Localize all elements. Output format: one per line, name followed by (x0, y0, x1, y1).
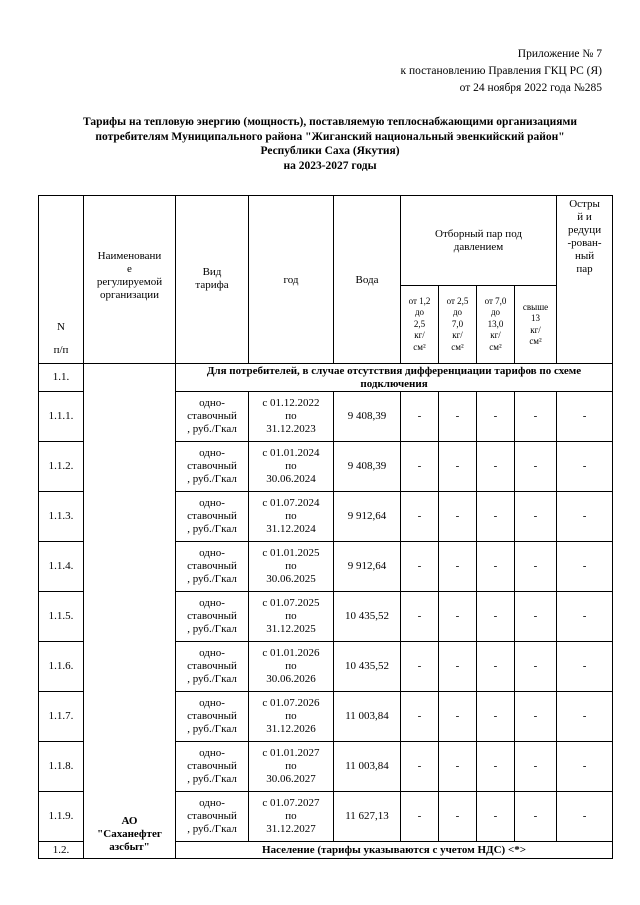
row-dash: - (401, 392, 439, 442)
row-dash: - (439, 492, 477, 542)
row-water-value: 11 003,84 (334, 742, 401, 792)
row-dash: - (557, 692, 613, 742)
row-dash: - (439, 542, 477, 592)
row-dash: - (477, 642, 515, 692)
row-dash: - (515, 492, 557, 542)
row-tariff-type: одно- ставочный , руб./Гкал (176, 742, 249, 792)
row-tariff-type: одно- ставочный , руб./Гкал (176, 442, 249, 492)
header-p1: от 1,2 до 2,5 кг/ см² (401, 286, 439, 364)
row-num: 1.1.4. (39, 542, 84, 592)
row-tariff-type: одно- ставочный , руб./Гкал (176, 692, 249, 742)
annex-block (401, 46, 603, 97)
row-dash: - (515, 592, 557, 642)
header-steam: Отборный пар под давлением (401, 196, 557, 286)
row-water-value: 10 435,52 (334, 592, 401, 642)
row-period: с 01.01.2025 по 30.06.2025 (249, 542, 334, 592)
section-title: Для потребителей, в случае отсутствия дифференциации тарифов по схеме подключения (176, 364, 613, 392)
title-line: на 2023-2027 годы (283, 159, 377, 172)
row-water-value: 9 912,64 (334, 542, 401, 592)
row-period: с 01.01.2027 по 30.06.2027 (249, 742, 334, 792)
row-dash: - (401, 692, 439, 742)
row-dash: - (515, 692, 557, 742)
row-water-value: 10 435,52 (334, 642, 401, 692)
row-dash: - (477, 492, 515, 542)
row-num: 1.1.2. (39, 442, 84, 492)
row-dash: - (439, 742, 477, 792)
row-period: с 01.01.2026 по 30.06.2026 (249, 642, 334, 692)
row-dash: - (477, 792, 515, 842)
row-water-value: 9 912,64 (334, 492, 401, 542)
row-dash: - (515, 542, 557, 592)
row-dash: - (515, 742, 557, 792)
title-line: потребителям Муниципального района "Жиганский национальный эвенкийский район" (95, 130, 565, 143)
header-org: Наименовани е регулируемой организации (84, 196, 176, 364)
row-dash: - (439, 592, 477, 642)
row-tariff-type: одно- ставочный , руб./Гкал (176, 492, 249, 542)
row-water-value: 11 627,13 (334, 792, 401, 842)
row-dash: - (557, 792, 613, 842)
row-dash: - (557, 542, 613, 592)
row-water-value: 9 408,39 (334, 392, 401, 442)
row-tariff-type: одно- ставочный , руб./Гкал (176, 642, 249, 692)
row-dash: - (477, 392, 515, 442)
row-dash: - (439, 392, 477, 442)
row-dash: - (477, 592, 515, 642)
row-dash: - (515, 392, 557, 442)
row-dash: - (557, 592, 613, 642)
row-dash: - (401, 442, 439, 492)
row-tariff-type: одно- ставочный , руб./Гкал (176, 392, 249, 442)
row-dash: - (515, 792, 557, 842)
row-dash: - (515, 642, 557, 692)
row-num: 1.1.9. (39, 792, 84, 842)
row-water-value: 11 003,84 (334, 692, 401, 742)
row-period: с 01.07.2027 по 31.12.2027 (249, 792, 334, 842)
header-p4: свыше 13 кг/ см² (515, 286, 557, 364)
row-period: с 01.01.2024 по 30.06.2024 (249, 442, 334, 492)
tariff-table (38, 195, 613, 859)
row-dash: - (557, 442, 613, 492)
row-dash: - (477, 442, 515, 492)
header-water: Вода (334, 196, 401, 364)
document-title (40, 115, 620, 173)
row-dash: - (401, 592, 439, 642)
row-period: с 01.12.2022 по 31.12.2023 (249, 392, 334, 442)
row-dash: - (515, 442, 557, 492)
annex-line: Приложение № 7 (517, 48, 602, 60)
title-line: Республики Саха (Якутия) (260, 145, 400, 158)
row-period: с 01.07.2024 по 31.12.2024 (249, 492, 334, 542)
header-sharp-steam: Остры й и редуци -рован- ный пар (557, 196, 613, 364)
row-dash: - (477, 742, 515, 792)
row-num: 1.1.5. (39, 592, 84, 642)
row-dash: - (401, 742, 439, 792)
row-dash: - (439, 792, 477, 842)
header-p2: от 2,5 до 7,0 кг/ см² (439, 286, 477, 364)
row-dash: - (557, 642, 613, 692)
row-dash: - (439, 442, 477, 492)
annex-line: от 24 ноября 2022 года №285 (459, 82, 602, 94)
row-dash: - (401, 542, 439, 592)
row-num: 1.1.7. (39, 692, 84, 742)
row-dash: - (401, 792, 439, 842)
row-num: 1.1.3. (39, 492, 84, 542)
title-line: Тарифы на тепловую энергию (мощность), поставляемую теплоснабжающими организациями (83, 116, 577, 128)
row-period: с 01.07.2025 по 31.12.2025 (249, 592, 334, 642)
header-year: год (249, 196, 334, 364)
row-dash: - (557, 392, 613, 442)
section-title: Население (тарифы указываются с учетом НДС) <*> (176, 842, 613, 859)
org-name: АО "Саханефтег азсбыт" (84, 364, 176, 859)
section-num: 1.1. (39, 364, 84, 392)
annex-line: к постановлению Правления ГКЦ РС (Я) (400, 65, 602, 77)
header-tariff-type: Вид тарифа (176, 196, 249, 364)
row-water-value: 9 408,39 (334, 442, 401, 492)
row-tariff-type: одно- ставочный , руб./Гкал (176, 792, 249, 842)
row-dash: - (439, 692, 477, 742)
row-num: 1.1.1. (39, 392, 84, 442)
row-dash: - (439, 642, 477, 692)
row-dash: - (477, 542, 515, 592)
row-dash: - (401, 642, 439, 692)
row-num: 1.1.6. (39, 642, 84, 692)
row-tariff-type: одно- ставочный , руб./Гкал (176, 592, 249, 642)
header-num: N п/п (39, 196, 84, 364)
section-num: 1.2. (39, 842, 84, 859)
row-dash: - (401, 492, 439, 542)
row-dash: - (557, 742, 613, 792)
row-period: с 01.07.2026 по 31.12.2026 (249, 692, 334, 742)
row-dash: - (477, 692, 515, 742)
row-tariff-type: одно- ставочный , руб./Гкал (176, 542, 249, 592)
row-num: 1.1.8. (39, 742, 84, 792)
header-p3: от 7,0 до 13,0 кг/ см² (477, 286, 515, 364)
row-dash: - (557, 492, 613, 542)
